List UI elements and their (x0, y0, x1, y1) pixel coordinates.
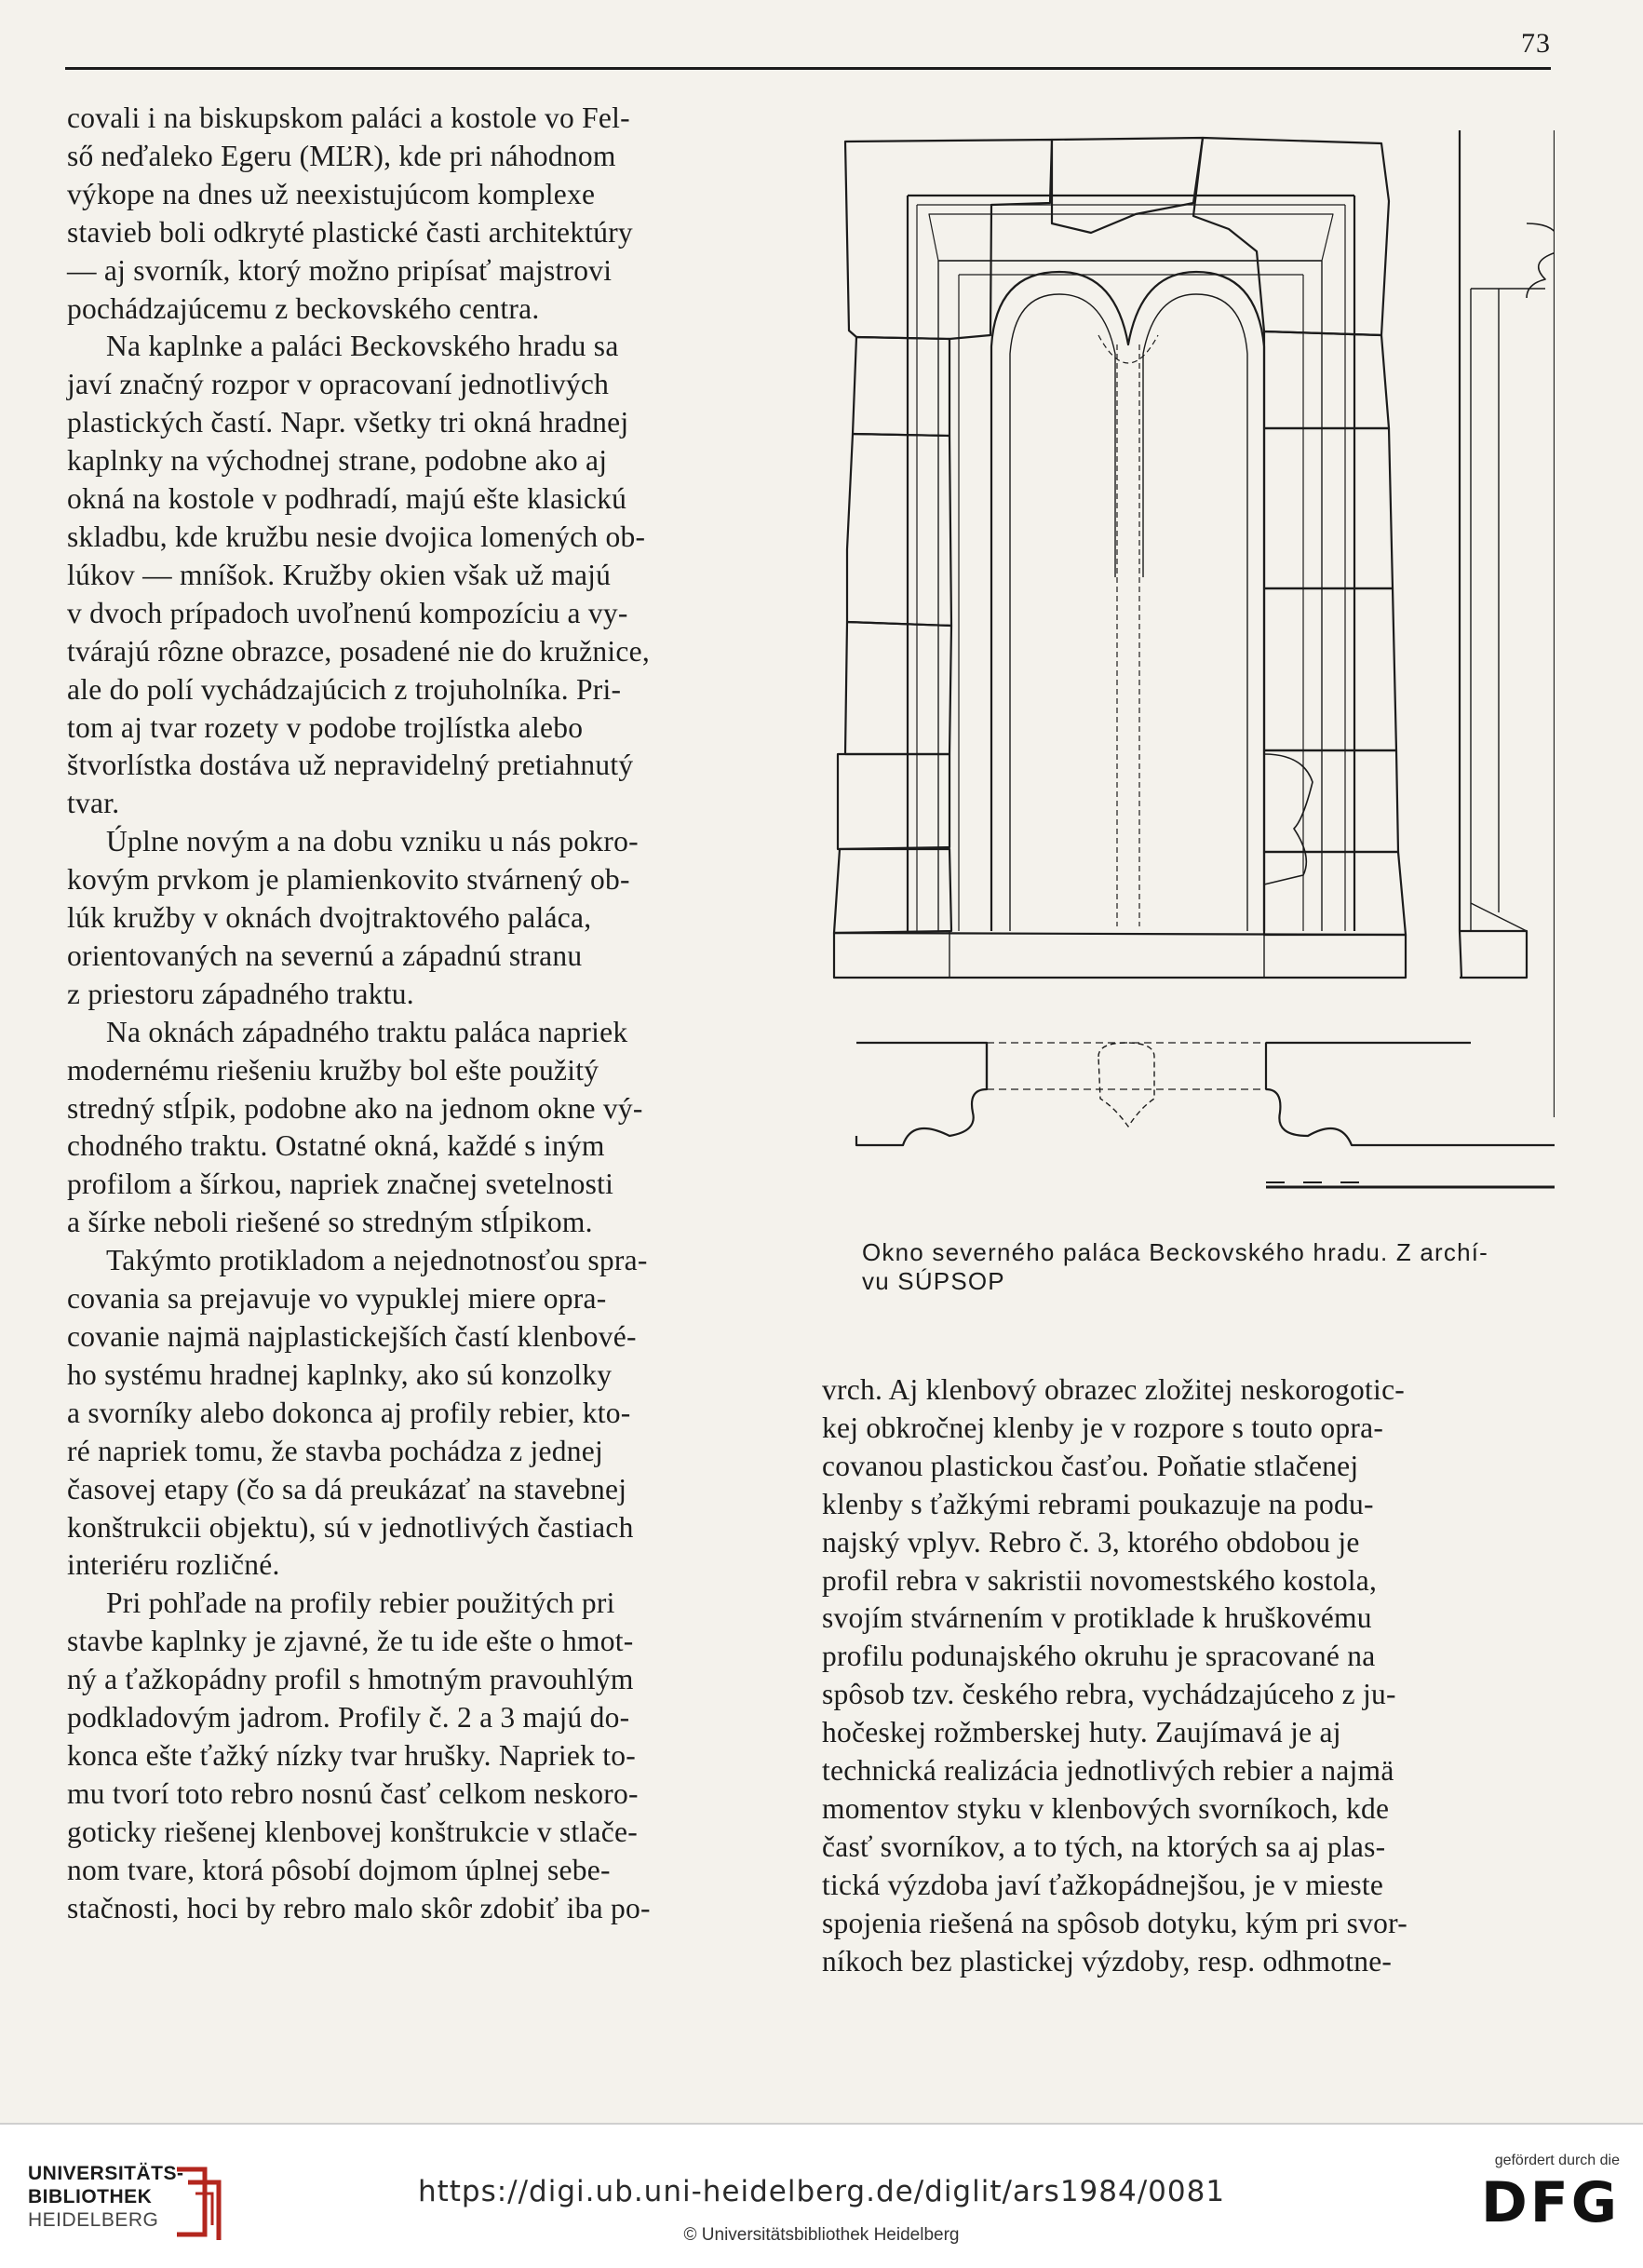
text-line: a šírke neboli riešené so stredným stĺpikom. (67, 1206, 593, 1239)
text-line: tom aj tvar rozety v podobe trojlístka alebo (67, 710, 584, 744)
text-line: covanie najmä najplastickejších častí klenbové- (67, 1320, 637, 1353)
text-line: klenby s ťažkými rebrami poukazuje na podu- (822, 1487, 1374, 1520)
text-line: níkoch bez plastickej výzdoby, resp. odhmotne- (822, 1944, 1393, 1978)
text-line: covanou plastickou časťou. Poňatie stlačenej (822, 1449, 1359, 1482)
text-line: Úplne novým a na dobu vzniku u nás pokro- (106, 825, 639, 858)
funding-note: gefördert durch die (1494, 2153, 1620, 2168)
paragraph (67, 1585, 786, 1927)
dfg-logo: DFG (1480, 2170, 1620, 2235)
text-line: svojím stvárnením v protiklade k hruškovému (822, 1601, 1372, 1635)
text-line: technická realizácia jednotlivých rebier a najmä (822, 1754, 1394, 1788)
castle-window-elevation-drawing (819, 112, 1555, 1201)
text-line: Na kaplnke a paláci Beckovského hradu sa (106, 330, 619, 363)
text-line: Na oknách západného traktu paláca napriek (106, 1015, 628, 1048)
permalink-url[interactable]: https://digi.ub.uni-heidelberg.de/diglit/ars1984/0081 (417, 2175, 1226, 2208)
text-line: skladbu, kde kružbu nesie dvojica lomených ob- (67, 520, 646, 553)
left-text-column (67, 100, 786, 1928)
text-line: kej obkročnej klenby je v rozpore s touto opra- (822, 1411, 1384, 1444)
text-line: stavbe kaplnky je zjavné, že tu ide ešte o hmot- (67, 1625, 634, 1658)
text-line: stačnosti, hoci by rebro malo skôr zdobiť iba po- (67, 1891, 651, 1924)
text-line: — aj svorník, ktorý možno pripísať majstrovi (67, 253, 613, 287)
text-line: v dvoch prípadoch uvoľnenú kompozíciu a vy- (67, 596, 628, 629)
paragraph (67, 100, 786, 328)
library-name-line: UNIVERSITÄTS- (28, 2163, 184, 2184)
text-line: orientovaných na severnú a západnú stranu (67, 938, 583, 972)
text-line: profilom a šírkou, napriek značnej svetelnosti (67, 1168, 614, 1201)
library-footer (0, 2125, 1643, 2268)
text-line: konca ešte ťažký nízky tvar hrušky. Napriek to- (67, 1738, 636, 1772)
text-line: tvárajú rôzne obrazce, posadené nie do kružnice, (67, 634, 650, 668)
text-line: covali i na biskupskom paláci a kostole vo Fel- (67, 101, 630, 134)
paragraph (67, 1242, 786, 1585)
text-line: ső neďaleko Egeru (MĽR), kde pri náhodnom (67, 139, 616, 172)
text-line: goticky riešenej klenbovej konštrukcie v stlače- (67, 1815, 638, 1848)
right-text-column (822, 1371, 1542, 1981)
paragraph (822, 1371, 1542, 1981)
text-line: tická výzdoba javí ťažkopádnejšou, je v mieste (822, 1868, 1384, 1901)
text-line: štvorlístka dostáva už nepravidelný pretiahnutý (67, 749, 634, 782)
text-line: spôsob tzv. českého rebra, vychádzajúceho z ju- (822, 1678, 1396, 1711)
page-number: 73 (1521, 28, 1551, 59)
text-line: z priestoru západného traktu. (67, 977, 414, 1010)
text-line: momentov styku v klenbových svorníkoch, kde (822, 1791, 1390, 1825)
dfg-funding-block[interactable] (1452, 2153, 1620, 2235)
text-line: stredný stĺpik, podobne ako na jednom okne vý- (67, 1091, 643, 1125)
text-line: ré napriek tomu, že stavba pochádza z jednej (67, 1434, 603, 1467)
text-line: najský vplyv. Rebro č. 3, ktorého obdobou je (822, 1525, 1360, 1559)
text-line: okná na kostole v podhradí, majú ešte klasickú (67, 482, 627, 516)
window-drawing-figure (819, 112, 1555, 1201)
header-rule (65, 67, 1551, 70)
text-line: profilu podunajského okruhu je spracované na (822, 1640, 1376, 1673)
text-line: časovej etapy (čo sa dá preukázať na stavebnej (67, 1472, 627, 1505)
text-line: ale do polí vychádzajúcich z trojuholníka. Pri- (67, 672, 622, 706)
text-line: covania sa prejavuje vo vypuklej miere opra- (67, 1282, 607, 1316)
text-line: stavieb boli odkryté plastické časti architektúry (67, 215, 633, 249)
text-line: Takýmto protikladom a nejednotnosťou spra- (106, 1244, 648, 1277)
text-line: výkope na dnes už neexistujúcom komplexe (67, 177, 596, 210)
text-line: časť svorníkov, a to tých, na ktorých sa aj plas- (822, 1829, 1386, 1863)
text-line: profil rebra v sakristii novomestského kostola, (822, 1563, 1378, 1597)
copyright-notice: © Universitätsbibliothek Heidelberg (683, 2225, 960, 2245)
library-name-line: HEIDELBERG (28, 2209, 159, 2231)
text-line: vrch. Aj klenbový obrazec zložitej neskorogotic- (822, 1373, 1406, 1406)
text-line: Pri pohľade na profily rebier použitých pri (106, 1586, 615, 1620)
text-line: tvar. (67, 787, 120, 820)
text-line: a svorníky alebo dokonca aj profily rebier, kto- (67, 1396, 631, 1429)
text-line: pochádzajúcemu z beckovského centra. (67, 291, 540, 325)
text-line: interiéru rozličné. (67, 1548, 280, 1582)
figure-caption-line: Okno severného paláca Beckovského hradu. Z archí- (862, 1238, 1489, 1266)
text-line: spojenia riešená na spôsob dotyku, kým pri svor- (822, 1906, 1408, 1939)
text-line: javí značný rozpor v opracovaní jednotlivých (67, 368, 610, 401)
text-line: chodného traktu. Ostatné okná, každé s iným (67, 1129, 605, 1163)
text-line: hočeskej rožmberskej huty. Zaujímavá je aj (822, 1716, 1341, 1749)
text-line: konštrukcii objektu), sú v jednotlivých častiach (67, 1510, 634, 1544)
paragraph (67, 328, 786, 823)
text-line: ný a ťažkopádny profil s hmotným pravouhlým (67, 1663, 634, 1696)
text-line: modernému riešeniu kružby bol ešte použitý (67, 1053, 599, 1087)
text-line: nom tvare, ktorá pôsobí dojmom úplnej sebe- (67, 1853, 611, 1886)
text-line: ho systému hradnej kaplnky, ako sú konzolky (67, 1357, 613, 1391)
paragraph (67, 1014, 786, 1242)
text-line: kaplnky na východnej strane, podobne ako aj (67, 444, 608, 478)
figure-caption-line: vu SÚPSOP (862, 1267, 1005, 1295)
text-line: plastických častí. Napr. všetky tri okná hradnej (67, 406, 629, 439)
text-line: podkladovým jadrom. Profily č. 2 a 3 majú do- (67, 1701, 630, 1735)
text-line: mu tvorí toto rebro nosnú časť celkom neskoro- (67, 1776, 639, 1810)
library-name-line: BIBLIOTHEK (28, 2186, 153, 2207)
text-line: lúk kružby v oknách dvojtraktového paláca, (67, 901, 592, 935)
paragraph (67, 823, 786, 1014)
text-line: lúkov — mníšok. Kružby okien však už majú (67, 558, 612, 591)
figure-caption (862, 1238, 1542, 1296)
text-line: kovým prvkom je plamienkovito stvárnený ob- (67, 863, 630, 897)
